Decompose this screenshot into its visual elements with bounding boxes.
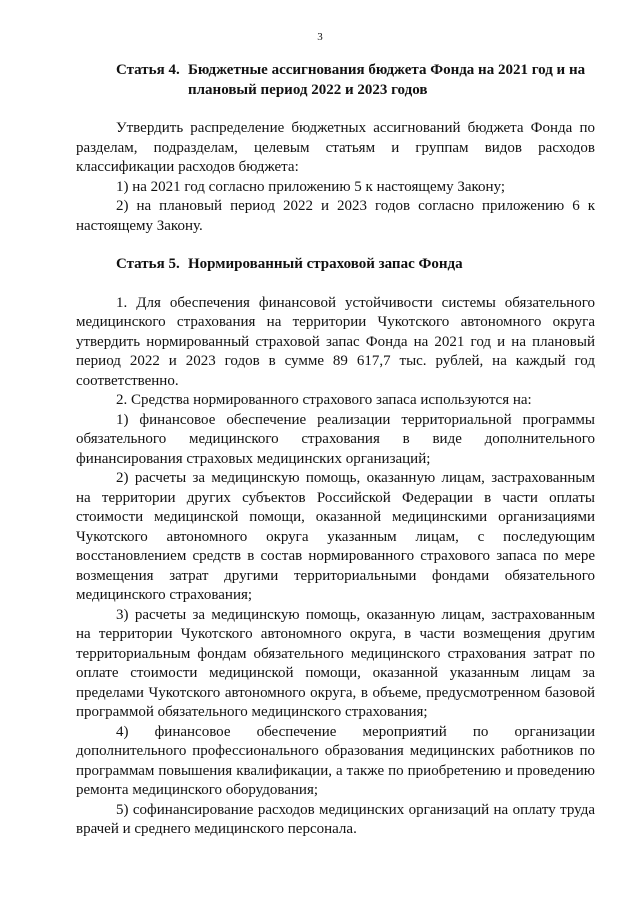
- article-5-paragraph: 2) расчеты за медицинскую помощь, оказанную лицам, застрахованным на территории других субъектов Российской Федерации в части оплаты стоимости медицинской помощи, оказанной медицинскими организациями Чукотского автономного округа указанным лицам, с последующим восстановлением средств в состав нормированного страхового запаса по мере возмещения затрат другими территориальными фондами обязательного медицинского страхования;: [76, 470, 595, 603]
- article-5-paragraph: 3) расчеты за медицинскую помощь, оказанную лицам, застрахованным на территории Чукотского автономного округа, в части возмещения другим территориальным фондам обязательного медицинского страхования затрат по оплате стоимости медицинской помощи, оказанной указанным лицам за пределами Чукотского автономного округа, в объеме, предусмотренном базовой программой обязательного медицинского страхования;: [76, 606, 595, 720]
- article-4-title: Бюджетные ассигнования бюджета Фонда на 2021 год и на плановый период 2022 и 2023 годов: [188, 62, 586, 98]
- article-5-label: Статья 5.: [116, 256, 180, 272]
- article-5-paragraph: 5) софинансирование расходов медицинских организаций на оплату труда врачей и среднего медицинского персонала.: [76, 801, 595, 837]
- article-5-paragraph: 1) финансовое обеспечение реализации территориальной программы обязательного медицинского страхования в виде дополнительного финансирования страховых медицинских организаций;: [76, 411, 595, 467]
- page-content: [76, 61, 595, 840]
- article-5-paragraph: 1. Для обеспечения финансовой устойчивости системы обязательного медицинского страхования на территории Чукотского автономного округа утвердить нормированный страховой запас Фонда на 2021 год и на плановый период 2022 и 2023 годов в сумме 89 617,7 тыс. рублей, на каждый год соответственно.: [76, 294, 595, 389]
- article-5-paragraph: 2. Средства нормированного страхового запаса используются на:: [116, 392, 532, 408]
- page-number: 3: [317, 31, 323, 43]
- article-4-label: Статья 4.: [116, 62, 180, 78]
- article-4-paragraph: 1) на 2021 год согласно приложению 5 к настоящему Закону;: [116, 178, 506, 195]
- article-4-heading: [76, 61, 595, 100]
- article-5-title: Нормированный страховой запас Фонда: [188, 256, 463, 272]
- article-5-heading: [76, 255, 595, 275]
- article-4-paragraph: 2) на плановый период 2022 и 2023 годов согласно приложению 6 к настоящему Закону.: [76, 198, 595, 234]
- article-5-paragraph: 4) финансовое обеспечение мероприятий по организации дополнительного профессионального образования медицинских работников по программам повышения квалификации, а также по приобретению и проведению ремонта медицинского оборудования;: [76, 723, 595, 798]
- article-4-paragraph: Утвердить распределение бюджетных ассигнований бюджета Фонда по разделам, подразделам, целевым статьям и группам видов расходов классификации расходов бюджета:: [76, 120, 595, 175]
